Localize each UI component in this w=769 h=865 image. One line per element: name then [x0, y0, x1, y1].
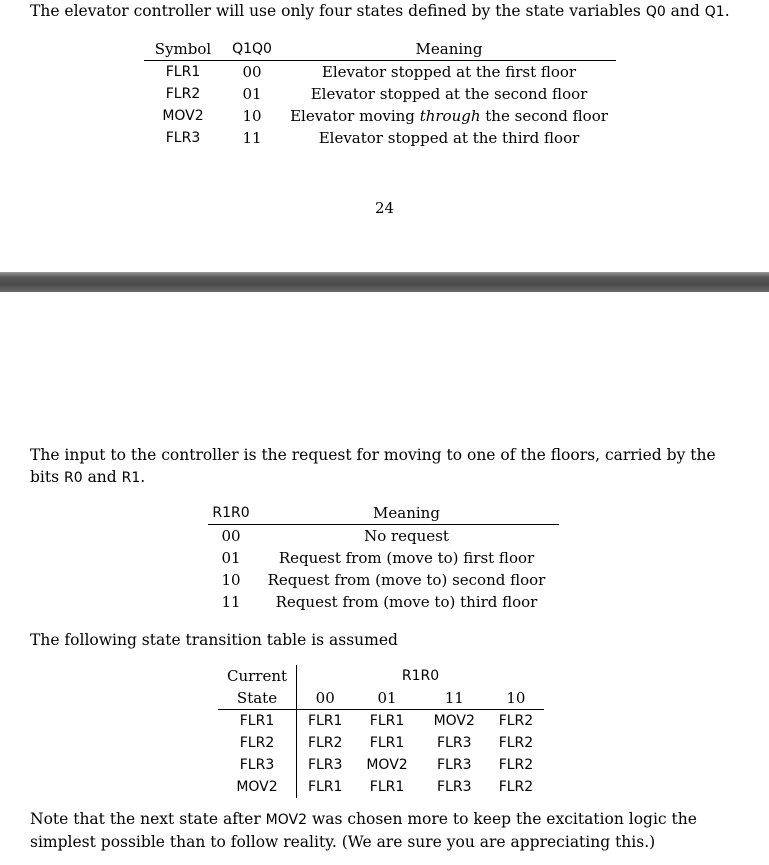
request-meaning: No request: [364, 527, 449, 545]
intro-period: .: [724, 2, 730, 20]
var-r1: R1: [121, 470, 141, 486]
state-symbol: FLR2: [165, 86, 201, 102]
state-meaning: Elevator stopped at the first floor: [321, 63, 577, 81]
var-r0: R0: [64, 470, 83, 486]
column-code: 11: [421, 687, 488, 710]
transition-table: [218, 665, 544, 798]
state-symbol: FLR3: [165, 130, 201, 146]
next-state: FLR2: [297, 732, 354, 754]
state-symbol: MOV2: [162, 108, 204, 124]
header-q1q0: Q1Q0: [222, 38, 282, 61]
page-separator: [0, 272, 769, 292]
transition-row: [218, 732, 544, 754]
next-state: FLR1: [369, 713, 405, 729]
column-code: 10: [488, 687, 544, 710]
next-state: FLR2: [498, 779, 534, 795]
current-state: MOV2: [236, 779, 278, 795]
meaning-text: the second floor: [480, 107, 608, 125]
next-state: FLR1: [369, 735, 405, 751]
request-table-row: [208, 569, 559, 591]
note-text: Note that the next state after: [30, 810, 266, 828]
header-state: State: [218, 687, 297, 710]
states-table: [144, 38, 616, 149]
state-code: 01: [242, 85, 262, 103]
column-code: 01: [353, 687, 420, 710]
request-table: [208, 502, 559, 613]
request-table-header: [208, 502, 559, 525]
next-state: MOV2: [366, 757, 408, 773]
states-intro-paragraph: [30, 0, 745, 23]
header-symbol: Symbol: [144, 38, 222, 61]
current-state: FLR2: [239, 735, 275, 751]
next-state: FLR1: [297, 710, 354, 733]
states-table-row: [144, 105, 616, 127]
request-table-row: [208, 547, 559, 569]
intro-text: The elevator controller will use only four states defined by the state variables: [30, 2, 646, 20]
next-state: FLR3: [437, 735, 472, 751]
request-code: 11: [221, 593, 241, 611]
document-page-25: [0, 292, 769, 865]
document-page-24: [0, 0, 769, 272]
note-state: MOV2: [265, 812, 308, 828]
page-number: 24: [374, 199, 395, 217]
meaning-emphasis: through: [419, 107, 481, 125]
state-code: 11: [242, 129, 262, 147]
transition-header-row-2: [218, 687, 544, 710]
transition-intro: The following state transition table is assumed: [30, 631, 398, 649]
state-meaning: [282, 105, 616, 127]
next-state: FLR2: [498, 735, 534, 751]
request-table-row: [208, 525, 559, 548]
header-r1r0: R1R0: [208, 502, 254, 525]
state-meaning: Elevator stopped at the second floor: [310, 85, 588, 103]
transition-row: [218, 776, 544, 798]
states-table-row: [144, 127, 616, 149]
state-code: 00: [242, 63, 262, 81]
note-paragraph: [30, 808, 745, 853]
transition-header-row-1: [218, 665, 544, 687]
next-state: FLR1: [297, 776, 354, 798]
intro-and: and: [665, 2, 705, 20]
var-q1: Q1: [704, 4, 725, 20]
request-meaning: Request from (move to) second floor: [267, 571, 546, 589]
next-state: FLR2: [498, 757, 534, 773]
request-meaning: Request from (move to) first floor: [278, 549, 535, 567]
request-code: 10: [221, 571, 241, 589]
input-and: and: [82, 468, 122, 486]
header-r1r0: R1R0: [297, 665, 545, 687]
transition-row: [218, 710, 544, 733]
states-table-row: [144, 83, 616, 105]
input-text: The input to the controller is the request for moving to one of the floors, carried by the bits: [30, 446, 716, 486]
current-state: FLR1: [239, 713, 275, 729]
next-state: MOV2: [433, 713, 475, 729]
request-code: 01: [221, 549, 241, 567]
input-period: .: [140, 468, 146, 486]
next-state: FLR3: [297, 754, 354, 776]
states-table-row: [144, 61, 616, 84]
request-table-row: [208, 591, 559, 613]
next-state: FLR2: [498, 713, 534, 729]
header-meaning: Meaning: [282, 38, 616, 61]
state-meaning: Elevator stopped at the third floor: [318, 129, 580, 147]
request-code: 00: [221, 527, 241, 545]
states-table-header: [144, 38, 616, 61]
transition-row: [218, 754, 544, 776]
next-state: FLR3: [437, 757, 472, 773]
header-meaning: Meaning: [254, 502, 559, 525]
next-state: FLR3: [437, 779, 472, 795]
next-state: FLR1: [369, 779, 405, 795]
note-text: was chosen more to keep the excitation logic the simplest possible than to follow reality. (We are sure you are appreciating this.): [30, 810, 697, 851]
input-paragraph: [30, 444, 745, 489]
meaning-text: Elevator moving: [290, 107, 420, 125]
request-meaning: Request from (move to) third floor: [275, 593, 538, 611]
column-code: 00: [297, 687, 354, 710]
state-code: 10: [242, 107, 262, 125]
var-q0: Q0: [645, 4, 666, 20]
header-current: Current: [226, 667, 288, 685]
state-symbol: FLR1: [165, 64, 201, 80]
current-state: FLR3: [239, 757, 275, 773]
